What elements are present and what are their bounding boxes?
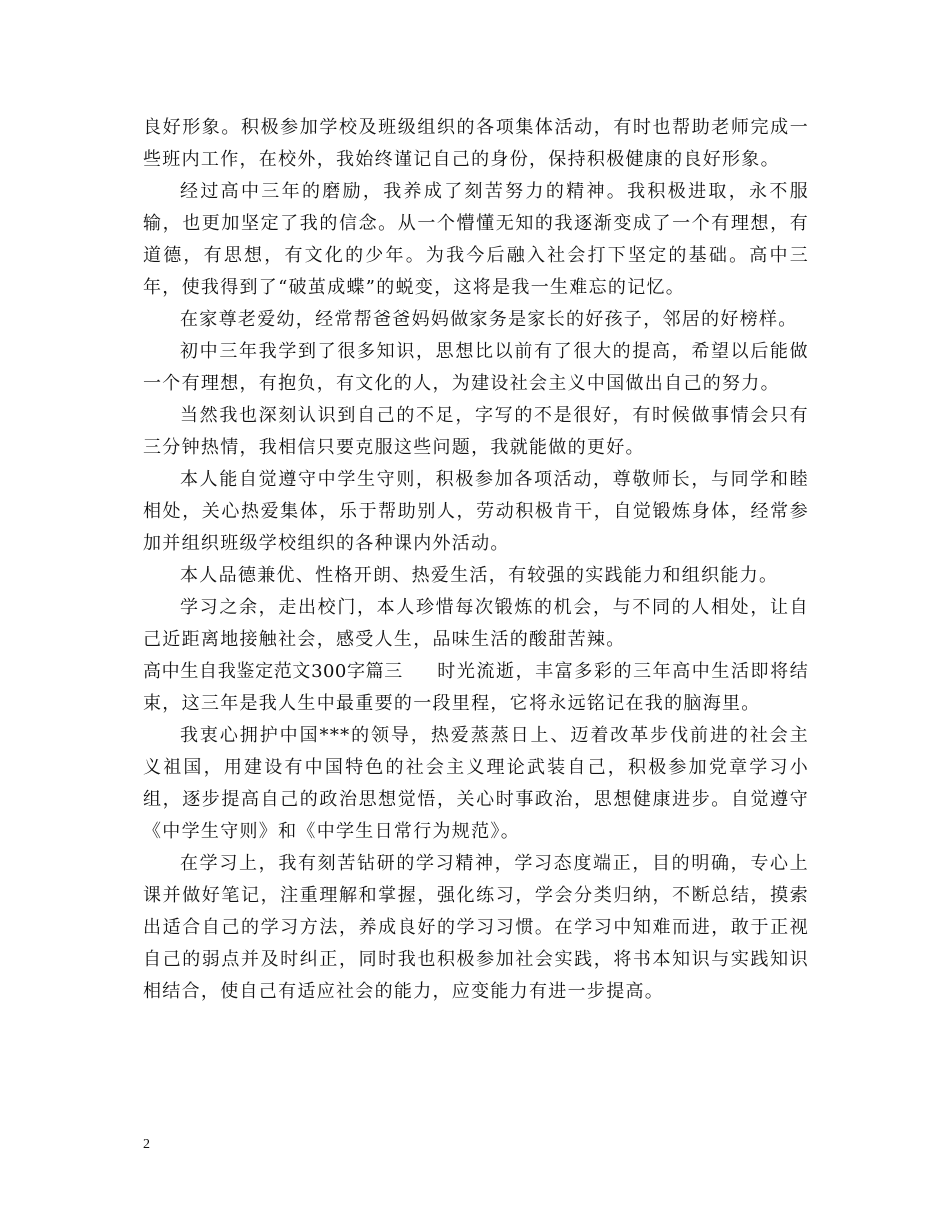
section-intro-text: 时光流逝，丰富多彩的三年高中生活即将结束，这三年是我人生中最重要的一段里程，它将永远铭记在我的脑海里。: [143, 661, 810, 714]
paragraph: 在学习上，我有刻苦钻研的学习精神，学习态度端正，目的明确，专心上课并做好笔记，注重理解和掌握，强化练习，学会分类归纳，不断总结，摸索出适合自己的学习方法，养成良好的学习习惯。在学习中知难而进，敢于正视自己的弱点并及时纠正，同时我也积极参加社会实践，将书本知识与实践知识相结合，使自己有适应社会的能力，应变能力有进一步提高。: [143, 853, 809, 1002]
document-body: [143, 112, 809, 1008]
paragraph: 当然我也深刻认识到自己的不足，字写的不是很好，有时候做事情会只有三分钟热情，我相信只要克服这些问题，我就能做的更好。: [143, 405, 809, 458]
paragraph: 在家尊老爱幼，经常帮爸爸妈妈做家务是家长的好孩子，邻居的好榜样。: [180, 309, 798, 330]
paragraph: 经过高中三年的磨励，我养成了刻苦努力的精神。我积极进取，永不服输，也更加坚定了我的信念。从一个懵懂无知的我逐渐变成了一个有理想，有道德，有思想，有文化的少年。为我今后融入社会打下坚定的基础。高中三年，使我得到了“破茧成蝶”的蜕变，这将是我一生难忘的记忆。: [143, 181, 809, 298]
section-heading: 高中生自我鉴定范文300字篇三: [143, 661, 403, 682]
paragraph: 初中三年我学到了很多知识，思想比以前有了很大的提高，希望以后能做一个有理想，有抱负，有文化的人，为建设社会主义中国做出自己的努力。: [143, 341, 809, 394]
paragraph: 本人能自觉遵守中学生守则，积极参加各项活动，尊敬师长，与同学和睦相处，关心热爱集体，乐于帮助别人，劳动积极肯干，自觉锻炼身体，经常参加并组织班级学校组织的各种课内外活动。: [143, 469, 809, 554]
section-paragraph: [143, 656, 809, 720]
paragraph: 本人品德兼优、性格开朗、热爱生活，有较强的实践能力和组织能力。: [180, 565, 779, 586]
page-number: 2: [143, 1137, 150, 1152]
paragraph: 良好形象。积极参加学校及班级组织的各项集体活动，有时也帮助老师完成一些班内工作，在校外，我始终谨记自己的身份，保持积极健康的良好形象。: [143, 117, 809, 170]
paragraph: 我衷心拥护中国***的领导，热爱蒸蒸日上、迈着改革步伐前进的社会主义祖国，用建设有中国特色的社会主义理论武装自己，积极参加党章学习小组，逐步提高自己的政治思想觉悟，关心时事政治，思想健康进步。自觉遵守《中学生守则》和《中学生日常行为规范》。: [143, 725, 809, 842]
paragraph: 学习之余，走出校门，本人珍惜每次锻炼的机会，与不同的人相处，让自己近距离地接触社会，感受人生，品味生活的酸甜苦辣。: [143, 597, 809, 650]
